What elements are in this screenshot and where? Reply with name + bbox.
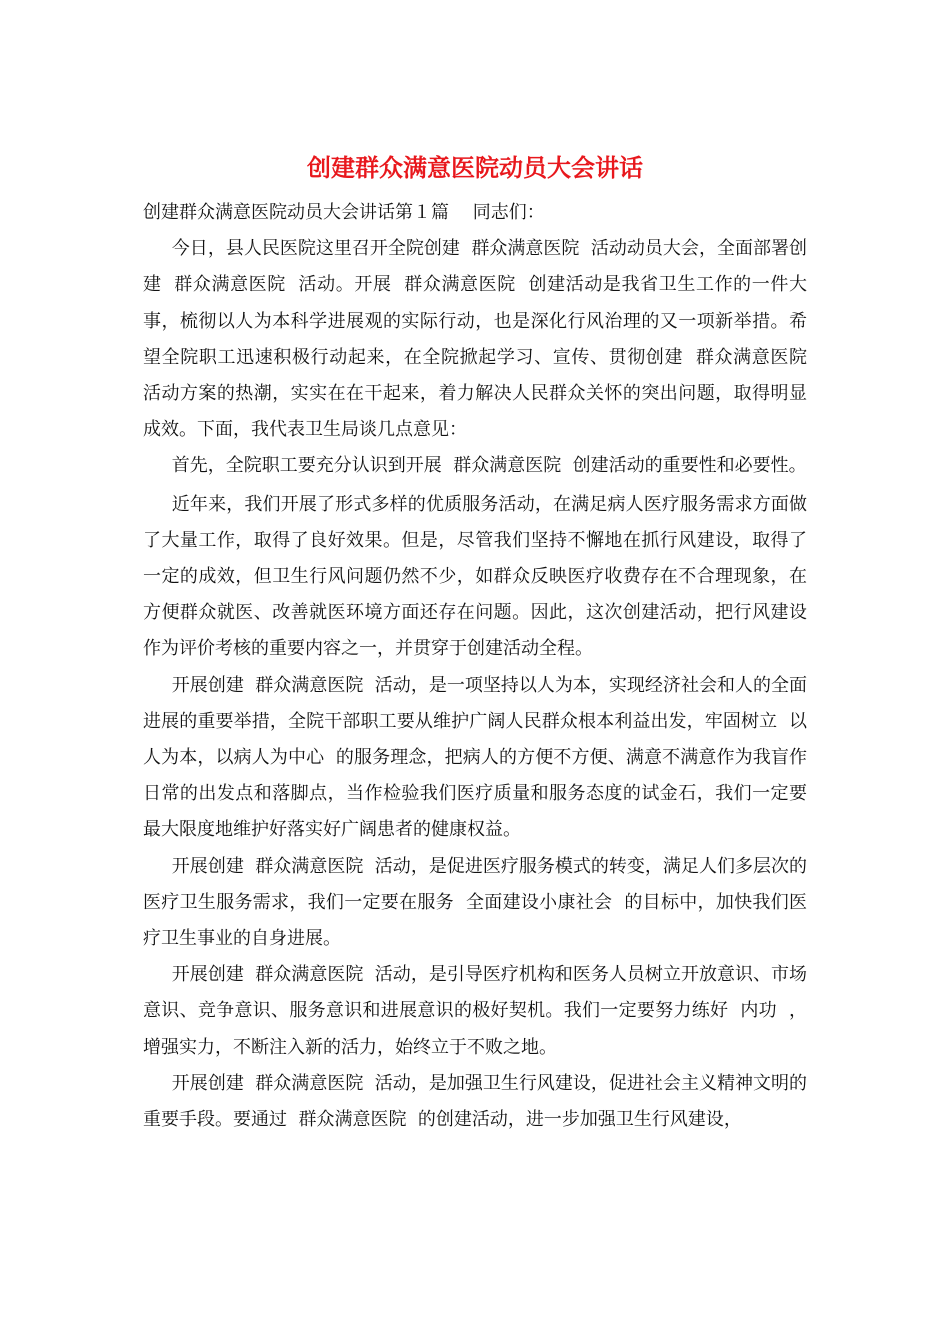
body-paragraph: 开展创建 群众满意医院 活动，是引导医疗机构和医务人员树立开放意识、市场意识、竞争意识、服务意识和进展意识的极好契机。我们一定要努力练好 内功 ，增强实力，不断注入新的活力，始终立于不败之地。 — [143, 964, 807, 1058]
opening-line: 创建群众满意医院动员大会讲话第１篇 同志们： — [143, 202, 545, 223]
body-paragraph: 开展创建 群众满意医院 活动，是加强卫生行风建设，促进社会主义精神文明的重要手段。要通过 群众满意医院 的创建活动，进一步加强卫生行风建设， — [143, 1072, 807, 1131]
body-paragraph: 今日，县人民医院这里召开全院创建 群众满意医院 活动动员大会，全面部署创建 群众满意医院 活动。开展 群众满意医院 创建活动是我省卫生工作的一件大事，梳彻以人为本科学进展观的实际行动，也是深化行风治理的又一项新举措。希望全院职工迅速积极行动起来，在全院掀起学习、宣传、贯彻创建 群众满意医院 活动方案的热潮，实实在在干起来，着力解决人民群众关怀的突出问题，取得明显成效。下面，我代表卫生局谈几点意见： — [143, 238, 819, 441]
document-title: 创建群众满意医院动员大会讲话 — [307, 153, 643, 182]
body-paragraph: 首先，全院职工要充分认识到开展 群众满意医院 创建活动的重要性和必要性。 — [171, 455, 807, 477]
document-body — [143, 195, 819, 1138]
body-paragraph: 开展创建 群众满意医院 活动，是促进医疗服务模式的转变，满足人们多层次的医疗卫生服务需求，我们一定要在服务 全面建设小康社会 的目标中，加快我们医疗卫生事业的自身进展。 — [143, 855, 807, 950]
body-paragraph: 开展创建 群众满意医院 活动，是一项坚持以人为本，实现经济社会和人的全面进展的重要举措，全院干部职工要从维护广阔人民群众根本利益出发，牢固树立 以人为本，以病人为中心 的服务理念，把病人的方便不方便、满意不满意作为我盲作日常的出发点和落脚点，当作检验我们医疗质量和服务态度的试金石，我们一定要最大限度地维护好落实好广阔患者的健康权益。 — [143, 674, 807, 841]
body-paragraph: 近年来，我们开展了形式多样的优质服务活动，在满足病人医疗服务需求方面做了大量工作，取得了良好效果。但是，尽管我们坚持不懈地在抓行风建设，取得了一定的成效，但卫生行风问题仍然不少，如群众反映医疗收费存在不合理现象，在方便群众就医、改善就医环境方面还存在问题。因此，这次创建活动，把行风建设作为评价考核的重要内容之一，并贯穿于创建活动全程。 — [143, 493, 807, 660]
